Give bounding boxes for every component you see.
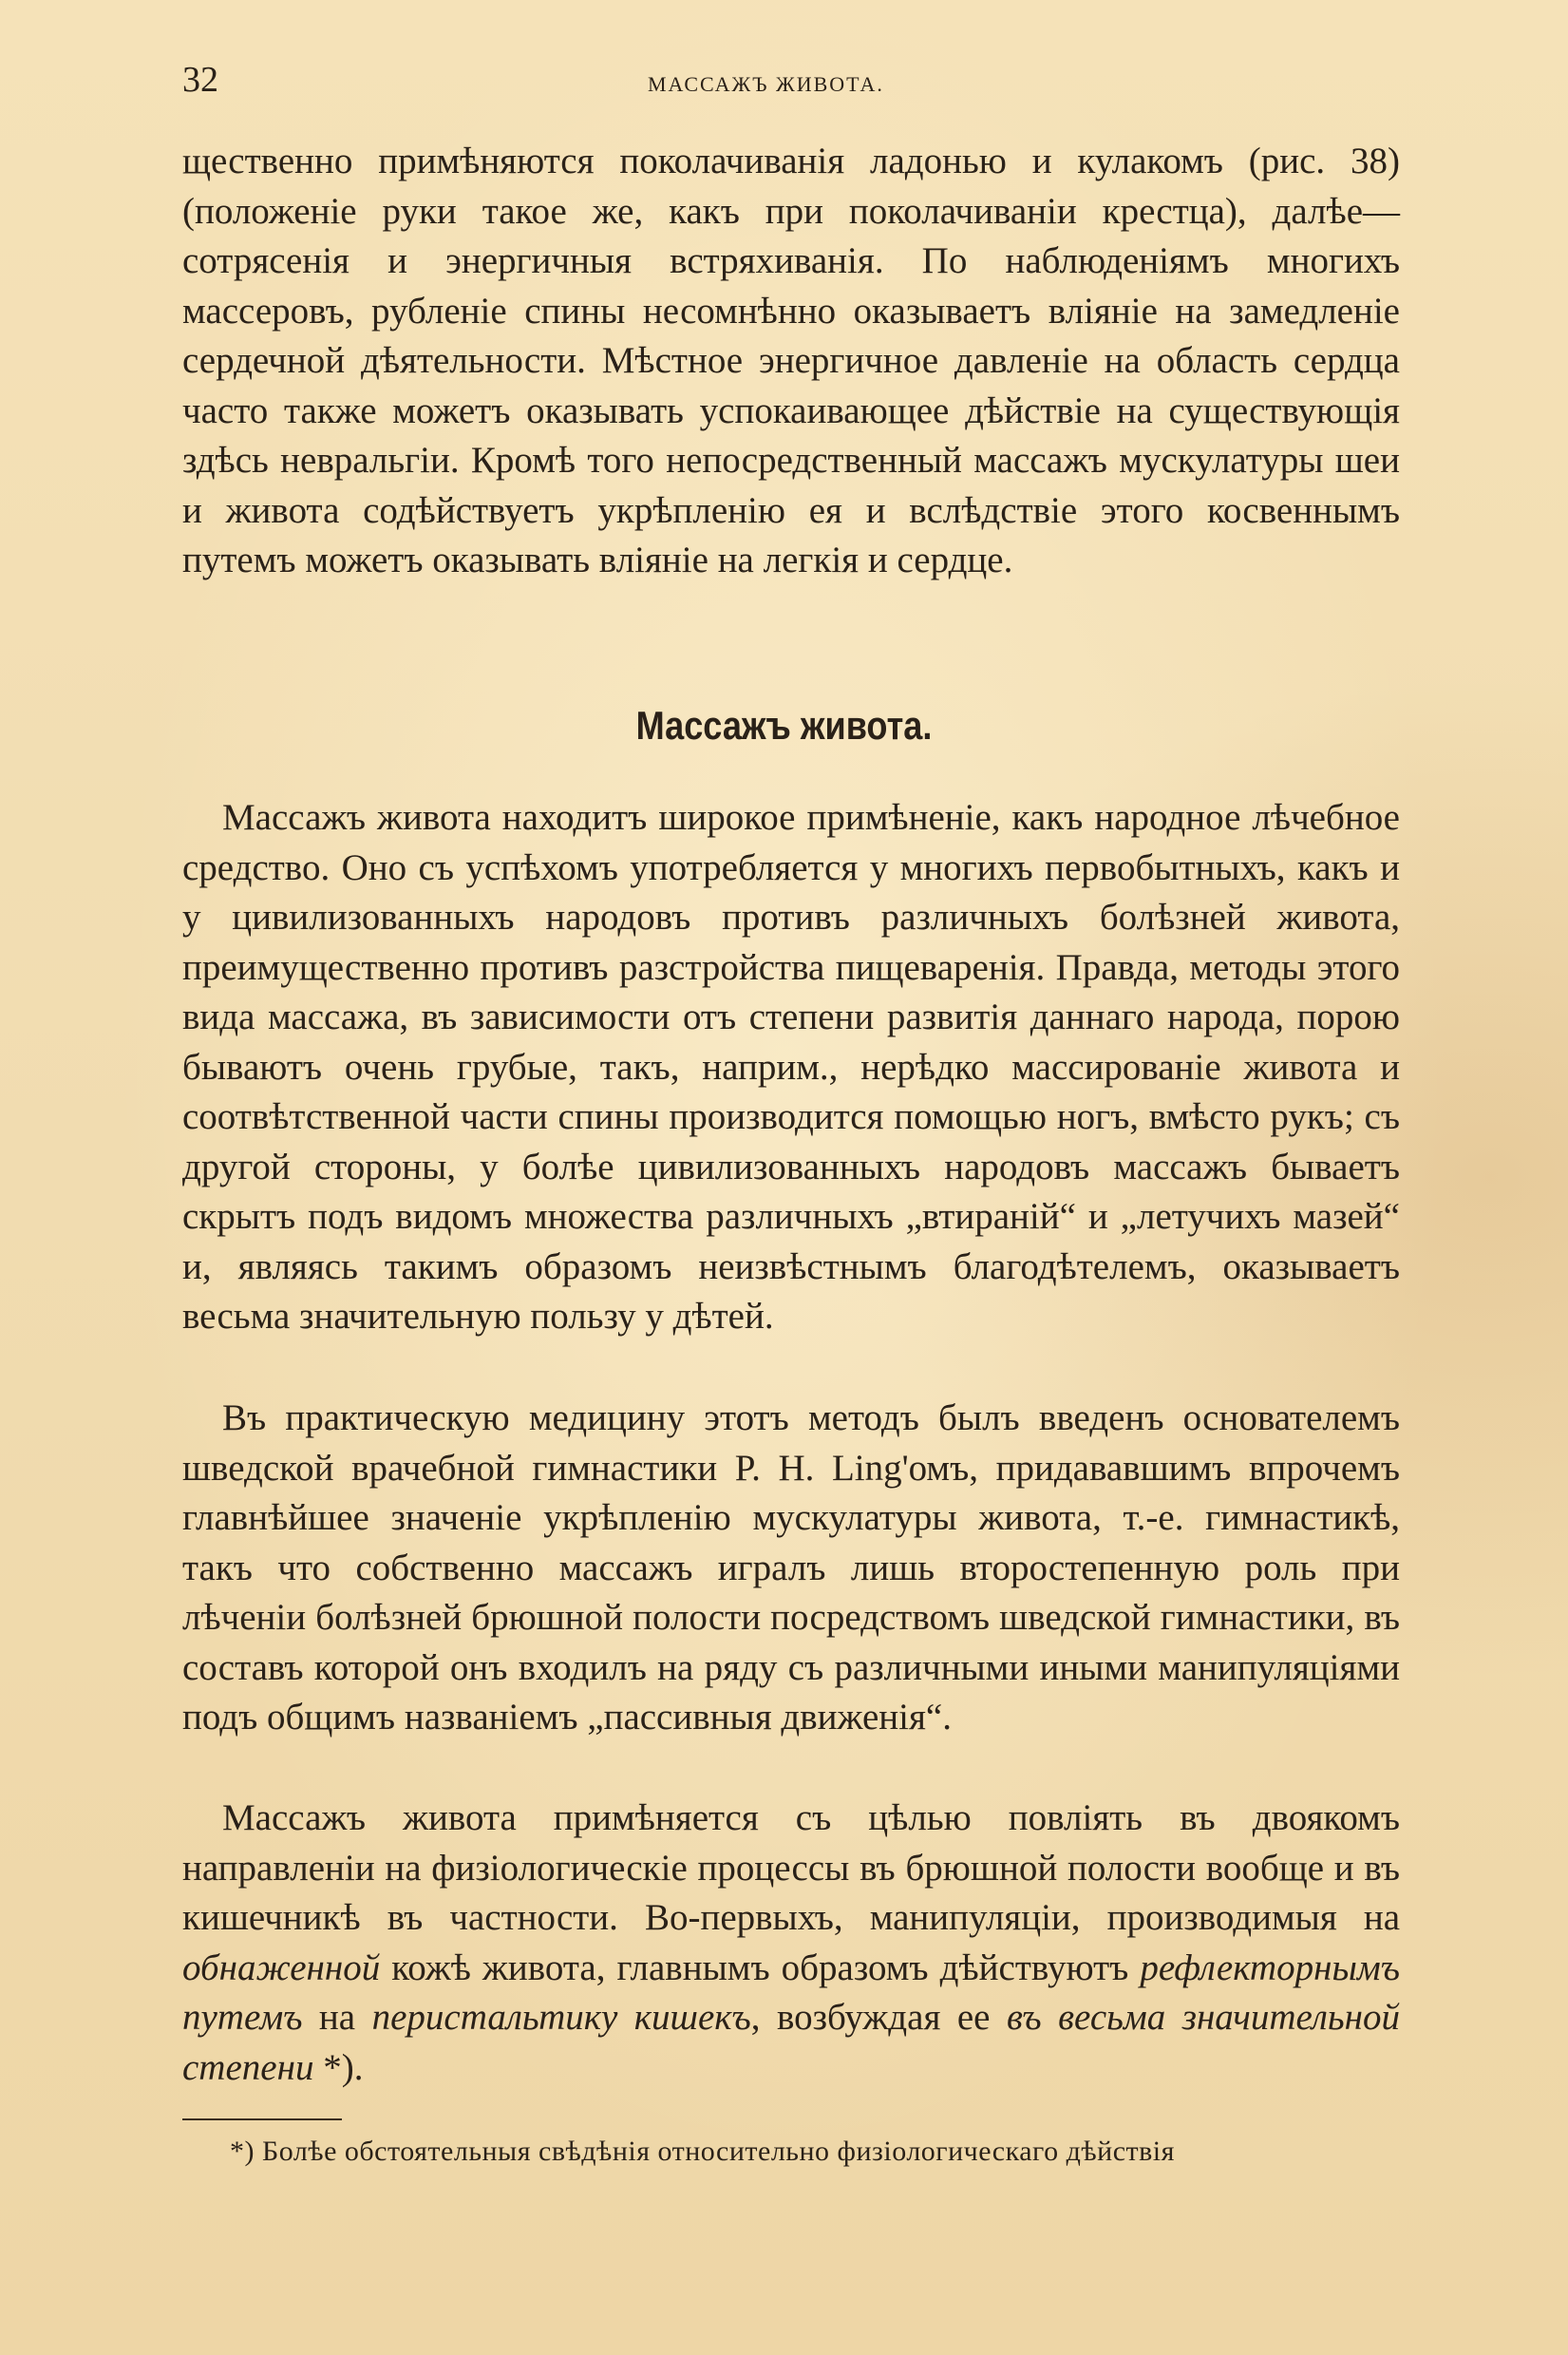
running-head: МАССАЖЪ ЖИВОТА. [648,72,884,96]
paragraph-3 [182,1794,1400,2093]
paragraph-3-text-1: Массажъ живота примѣняется съ цѣлью повліять въ двоякомъ направленіи на физіологическіе процессы въ брюшной полости вообще и въ кишечникѣ въ частности. Во-первыхъ, манипуляціи, производимыя на [182,1797,1400,1938]
page-header [182,59,1417,106]
paragraph-3-emphasis-2: рефлекторнымъ путемъ [182,1947,1400,2038]
paragraph-1: Массажъ живота находитъ широкое примѣненіе, какъ народное лѣчебное средство. Оно съ успѣхомъ употребляется у многихъ первобытныхъ, какъ и у цивилизованныхъ народовъ противъ различныхъ болѣзней живота, преимущественно противъ разстройства пищеваренія. Правда, методы этого вида массажа, въ зависимости отъ степени развитія даннаго народа, порою бываютъ очень грубые, такъ, наприм., нерѣдко массированіе живота и соотвѣтственной части спины производится помощью ногъ, вмѣсто рукъ; съ другой стороны, у болѣе цивилизованныхъ народовъ массажъ бываетъ скрытъ подъ видомъ множества различныхъ „втираній“ и „летучихъ мазей“ и, являясь такимъ образомъ неизвѣстнымъ благодѣтелемъ, оказываетъ весьма значительную пользу у дѣтей. [182,797,1400,1337]
paragraph-3-text-2: кожѣ живота, главнымъ образомъ дѣйствуютъ [380,1947,1141,1988]
continuation-paragraph: щественно примѣняются поколачиванія ладонью и кулакомъ (рис. 38) (положеніе руки такое же, какъ при поколачиваніи крестца), далѣе—сотрясенія и энергичныя встряхиванія. По наблюденіямъ многихъ массеровъ, рубленіе спины несомнѣнно оказываетъ вліяніе на замедленіе сердечной дѣятельности. Мѣстное энергичное давленіе на область сердца часто также можетъ оказывать успокаивающее дѣйствіе на существующія здѣсь невральгіи. Кромѣ того непосредственный массажъ мускулатуры шеи и живота содѣйствуетъ укрѣпленію ея и вслѣдствіе этого косвеннымъ путемъ можетъ оказывать вліяніе на легкія и сердце. [182,141,1400,580]
footnote: *) Болѣе обстоятельныя свѣдѣнія относительно физіологическаго дѣйствія [230,2136,1175,2167]
paragraph-3-emphasis-1: обнаженной [182,1947,381,1988]
page-number: 32 [182,60,218,100]
paragraph-3-text-3: на [302,1997,372,2038]
paragraph-3-text-4: , возбуждая ее [750,1997,1007,2038]
paragraph-2: Въ практическую медицину этотъ методъ былъ введенъ основателемъ шведской врачебной гимнастики P. H. Ling'омъ, придававшимъ впрочемъ главнѣйшее значеніе укрѣпленію мускулатуры живота, т.-е. гимнастикѣ, такъ что собственно массажъ игралъ лишь второстепенную роль при лѣченіи болѣзней брюшной полости посредствомъ шведской гимнастики, въ составъ которой онъ входилъ на ряду съ различными иными манипуляціями подъ общимъ названіемъ „пассивныя движенія“. [182,1397,1400,1738]
footnote-divider [182,2118,342,2120]
paragraph-3-emphasis-4: въ весьма значительной степени [182,1997,1400,2088]
section-title: Массажъ живота. [635,703,933,748]
paragraph-3-text-5: *). [313,2046,364,2088]
paragraph-3-emphasis-3: перистальтику кишекъ [371,1997,751,2038]
